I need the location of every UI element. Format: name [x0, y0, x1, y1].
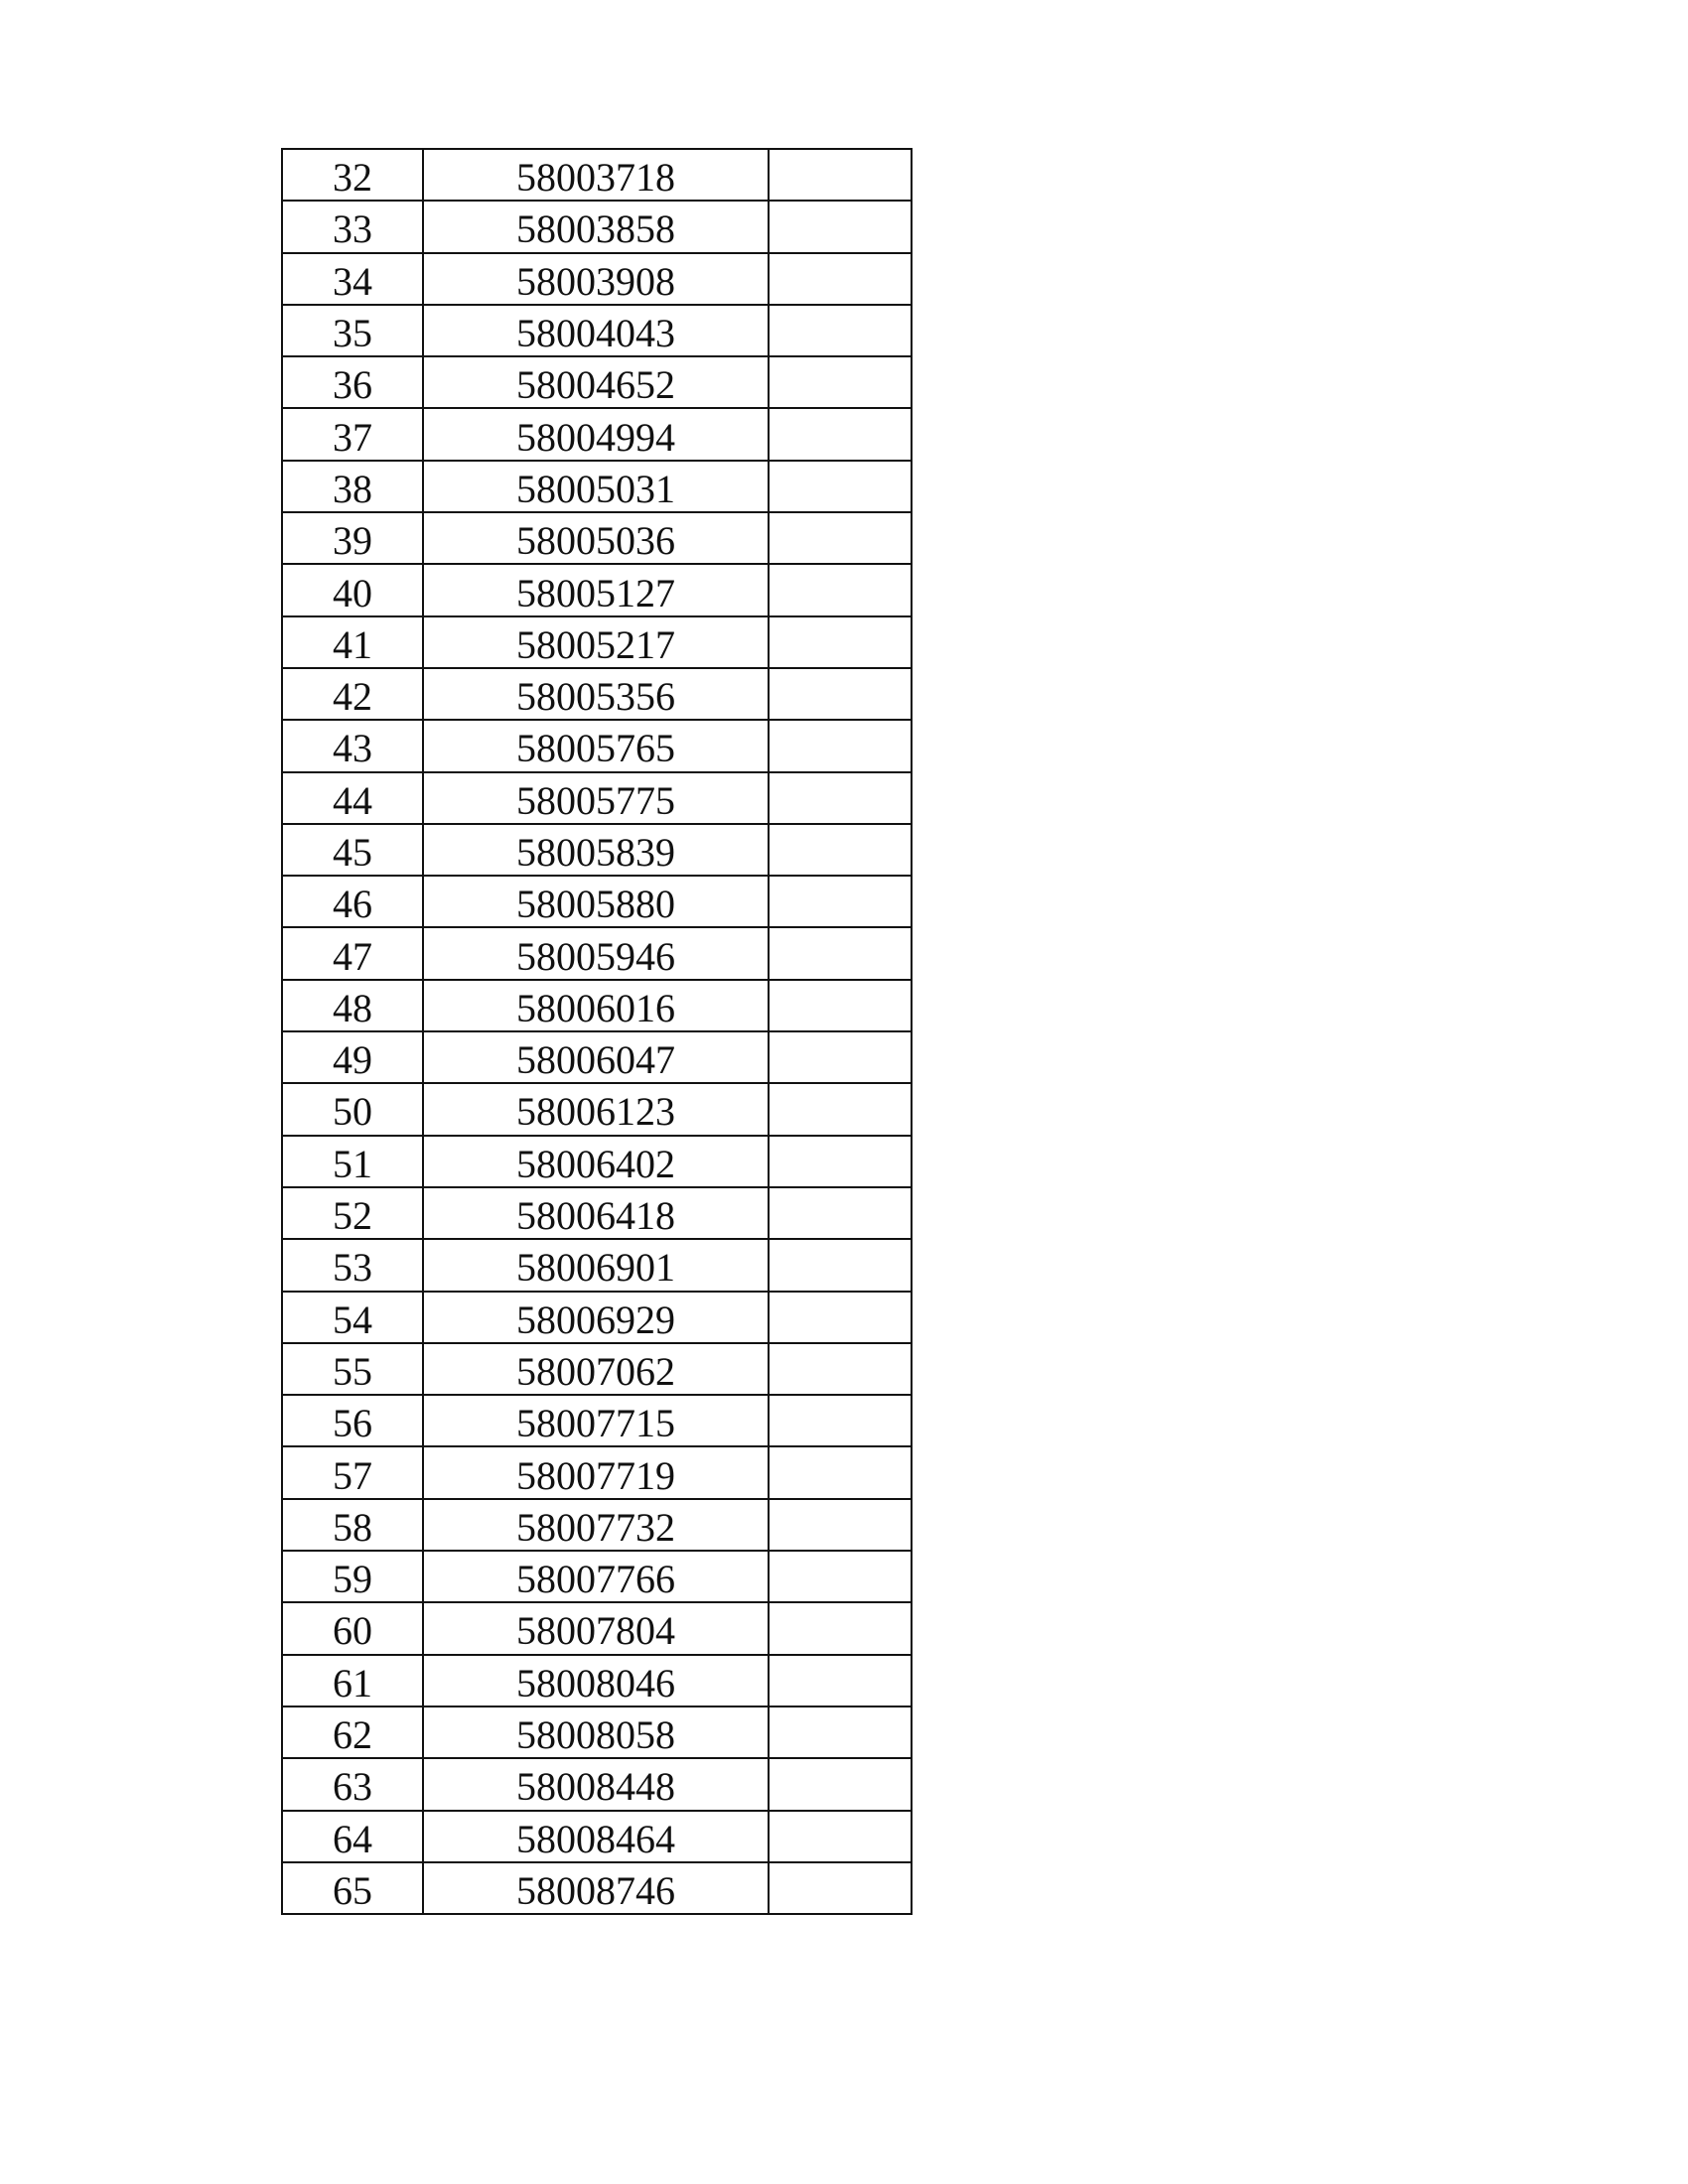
number-cell: 58008046	[423, 1655, 769, 1706]
index-cell: 41	[282, 616, 423, 668]
note-cell	[769, 1446, 912, 1498]
index-cell: 62	[282, 1706, 423, 1758]
table-row	[282, 876, 912, 927]
index-cell: 32	[282, 149, 423, 201]
number-cell: 58008058	[423, 1706, 769, 1758]
index-cell: 46	[282, 876, 423, 927]
note-cell	[769, 1031, 912, 1083]
table-row	[282, 1292, 912, 1343]
note-cell	[769, 1239, 912, 1291]
note-cell	[769, 1499, 912, 1551]
note-cell	[769, 253, 912, 305]
note-cell	[769, 1136, 912, 1187]
note-cell	[769, 1343, 912, 1395]
number-cell: 58005031	[423, 461, 769, 512]
table-row	[282, 1551, 912, 1602]
index-cell: 43	[282, 720, 423, 771]
table-row	[282, 149, 912, 201]
index-cell: 58	[282, 1499, 423, 1551]
number-cell: 58006901	[423, 1239, 769, 1291]
table-row	[282, 616, 912, 668]
number-cell: 58005356	[423, 668, 769, 720]
number-cell: 58003908	[423, 253, 769, 305]
note-cell	[769, 927, 912, 979]
table-row	[282, 720, 912, 771]
index-cell: 34	[282, 253, 423, 305]
note-cell	[769, 512, 912, 564]
index-cell: 54	[282, 1292, 423, 1343]
table-row	[282, 408, 912, 460]
number-cell: 58004994	[423, 408, 769, 460]
note-cell	[769, 980, 912, 1031]
index-cell: 45	[282, 824, 423, 876]
table-row	[282, 1499, 912, 1551]
number-cell: 58005880	[423, 876, 769, 927]
note-cell	[769, 461, 912, 512]
number-cell: 58005036	[423, 512, 769, 564]
note-cell	[769, 1655, 912, 1706]
index-cell: 63	[282, 1758, 423, 1810]
index-cell: 51	[282, 1136, 423, 1187]
index-cell: 38	[282, 461, 423, 512]
index-cell: 50	[282, 1083, 423, 1135]
note-cell	[769, 824, 912, 876]
table-row	[282, 1395, 912, 1446]
table-row	[282, 668, 912, 720]
number-cell: 58003718	[423, 149, 769, 201]
table-row	[282, 1239, 912, 1291]
table-row	[282, 1811, 912, 1862]
table-row	[282, 927, 912, 979]
table-row	[282, 356, 912, 408]
index-cell: 42	[282, 668, 423, 720]
note-cell	[769, 1551, 912, 1602]
note-cell	[769, 356, 912, 408]
note-cell	[769, 1083, 912, 1135]
record-table	[281, 148, 913, 1915]
number-cell: 58007719	[423, 1446, 769, 1498]
table-row	[282, 253, 912, 305]
number-cell: 58005765	[423, 720, 769, 771]
note-cell	[769, 1862, 912, 1914]
number-cell: 58006402	[423, 1136, 769, 1187]
table-row	[282, 1446, 912, 1498]
number-cell: 58005127	[423, 564, 769, 615]
number-cell: 58007804	[423, 1602, 769, 1654]
number-cell: 58003858	[423, 201, 769, 252]
index-cell: 60	[282, 1602, 423, 1654]
index-cell: 35	[282, 305, 423, 356]
index-cell: 36	[282, 356, 423, 408]
number-cell: 58005775	[423, 772, 769, 824]
note-cell	[769, 1292, 912, 1343]
index-cell: 44	[282, 772, 423, 824]
table-row	[282, 1862, 912, 1914]
table-row	[282, 1758, 912, 1810]
index-cell: 65	[282, 1862, 423, 1914]
number-cell: 58005839	[423, 824, 769, 876]
table-row	[282, 461, 912, 512]
index-cell: 49	[282, 1031, 423, 1083]
table-row	[282, 1083, 912, 1135]
index-cell: 61	[282, 1655, 423, 1706]
table-row	[282, 772, 912, 824]
number-cell: 58008464	[423, 1811, 769, 1862]
number-cell: 58004652	[423, 356, 769, 408]
table-row	[282, 824, 912, 876]
number-cell: 58006047	[423, 1031, 769, 1083]
note-cell	[769, 201, 912, 252]
note-cell	[769, 616, 912, 668]
note-cell	[769, 1187, 912, 1239]
note-cell	[769, 1602, 912, 1654]
table-row	[282, 305, 912, 356]
number-cell: 58008746	[423, 1862, 769, 1914]
number-cell: 58004043	[423, 305, 769, 356]
note-cell	[769, 305, 912, 356]
index-cell: 40	[282, 564, 423, 615]
index-cell: 53	[282, 1239, 423, 1291]
number-cell: 58006418	[423, 1187, 769, 1239]
number-cell: 58008448	[423, 1758, 769, 1810]
index-cell: 59	[282, 1551, 423, 1602]
index-cell: 52	[282, 1187, 423, 1239]
index-cell: 39	[282, 512, 423, 564]
number-cell: 58005217	[423, 616, 769, 668]
note-cell	[769, 149, 912, 201]
index-cell: 56	[282, 1395, 423, 1446]
index-cell: 57	[282, 1446, 423, 1498]
record-table-body	[282, 149, 912, 1914]
index-cell: 37	[282, 408, 423, 460]
table-row	[282, 980, 912, 1031]
note-cell	[769, 1758, 912, 1810]
table-row	[282, 1343, 912, 1395]
table-row	[282, 1655, 912, 1706]
note-cell	[769, 408, 912, 460]
note-cell	[769, 668, 912, 720]
table-row	[282, 1031, 912, 1083]
number-cell: 58006123	[423, 1083, 769, 1135]
index-cell: 64	[282, 1811, 423, 1862]
number-cell: 58006929	[423, 1292, 769, 1343]
number-cell: 58007062	[423, 1343, 769, 1395]
table-row	[282, 1187, 912, 1239]
number-cell: 58007732	[423, 1499, 769, 1551]
number-cell: 58007766	[423, 1551, 769, 1602]
index-cell: 55	[282, 1343, 423, 1395]
table-row	[282, 1706, 912, 1758]
index-cell: 33	[282, 201, 423, 252]
note-cell	[769, 1811, 912, 1862]
table-row	[282, 564, 912, 615]
number-cell: 58005946	[423, 927, 769, 979]
note-cell	[769, 1706, 912, 1758]
note-cell	[769, 564, 912, 615]
note-cell	[769, 876, 912, 927]
note-cell	[769, 720, 912, 771]
note-cell	[769, 772, 912, 824]
index-cell: 47	[282, 927, 423, 979]
table-row	[282, 201, 912, 252]
number-cell: 58007715	[423, 1395, 769, 1446]
table-row	[282, 1602, 912, 1654]
table-row	[282, 512, 912, 564]
number-cell: 58006016	[423, 980, 769, 1031]
table-row	[282, 1136, 912, 1187]
index-cell: 48	[282, 980, 423, 1031]
note-cell	[769, 1395, 912, 1446]
